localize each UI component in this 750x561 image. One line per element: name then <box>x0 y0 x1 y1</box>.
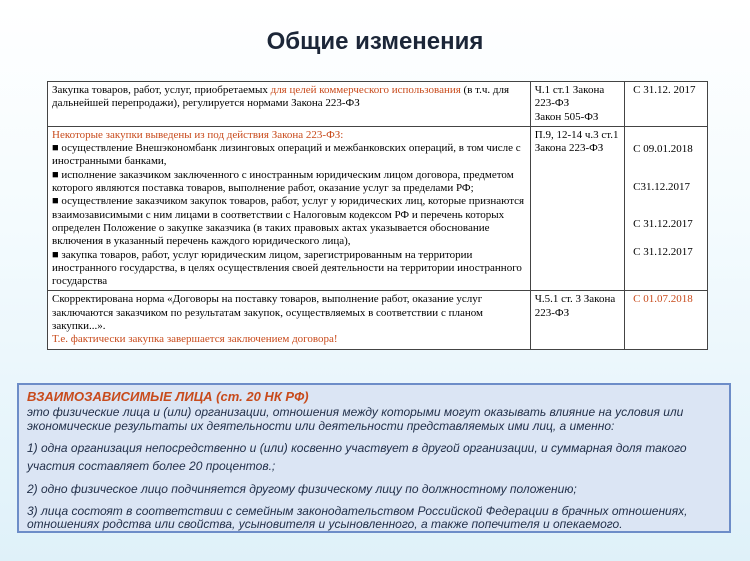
row1-reference <box>530 82 624 127</box>
row3-reference: Ч.5.1 ст. 3 Закона 223-ФЗ <box>530 291 624 349</box>
row1-text-highlight: для целей коммерческого использования <box>270 84 461 96</box>
interdependent-persons-box <box>17 383 731 533</box>
row3-text: Скорректирована норма «Договоры на поставку товаров, выполнение работ, оказание услуг заключаются заказчиком по результатам закупок, осуществляемых в соответствии с планом закупки...». <box>52 293 483 333</box>
changes-table <box>47 81 708 350</box>
date-value: С 09.01.2018 <box>633 142 693 155</box>
box-intro: это физические лица и (или) организации, отношения между которыми могут оказывать влияние на условия или экономические результаты их деятельности или деятельности представляемых ими лиц, а именно: <box>27 405 684 433</box>
box-item: 3) лица состоят в соответствии с семейным законодательством Российской Федерации в брачных отношениях, отношениях родства или свойства, усыновителя и усыновленного, а также попечителя и опекаемого. <box>27 503 688 531</box>
table-row <box>48 291 708 349</box>
row1-reference-line: Закон 505-ФЗ <box>534 110 599 123</box>
row2-dates <box>625 126 708 291</box>
row3-description <box>48 291 531 349</box>
row1-reference-line: Ч.1 ст.1 Закона 223-ФЗ <box>534 84 605 110</box>
row3-highlight: Т.е. фактически закупка завершается заключением договора! <box>52 333 338 346</box>
box-item: 2) одно физическое лицо подчиняется другому физическому лицу по должностному положению; <box>27 482 577 496</box>
list-item: ■ осуществление заказчиком закупок товаров, работ, услуг у юридических лиц, которые признаются взаимозависимыми с ним лицами в соответствии с Налоговым кодексом РФ и перечень которых определен Положение о закупке заказчика (в таких правовых актах указывается обоснование включения в указанный перечень каждого юридического лица), <box>52 195 525 248</box>
date-value: С 31.12.2017 <box>633 245 693 258</box>
page-title: Общие изменения <box>266 28 484 55</box>
table-row <box>48 82 708 127</box>
date-value: С31.12.2017 <box>633 181 690 194</box>
box-title: ВЗАИМОЗАВИСИМЫЕ ЛИЦА (ст. 20 НК РФ) <box>27 389 309 404</box>
table-row <box>48 126 708 291</box>
list-item: ■ исполнение заказчиком заключенного с иностранным юридическим лицом договора, предметом которого являются поставка товаров, выполнение работ, оказание услуг за пределами РФ; <box>52 168 514 195</box>
row2-description <box>48 126 531 291</box>
row3-date: С 01.07.2018 <box>625 291 708 349</box>
box-item: 1) одна организация непосредственно и (или) косвенно участвует в другой организации, и суммарная доля такого участия составляет более 20 процентов.; <box>27 441 687 473</box>
row2-heading: Некоторые закупки выведены из под действия Закона 223-ФЗ: <box>52 128 344 141</box>
date-value: С 31.12.2017 <box>633 218 693 231</box>
list-item: ■ закупка товаров, работ, услуг юридическим лицом, зарегистрированным на территории иностранного государства, в целях осуществления своей деятельности на территории иностранного государства <box>52 248 522 288</box>
row1-date: С 31.12. 2017 <box>625 82 708 127</box>
row2-reference: П.9, 12-14 ч.3 ст.1 Закона 223-ФЗ <box>530 126 624 291</box>
row1-description <box>48 82 531 127</box>
row1-text-c: (в т.ч. для дальнейшей перепродажи), регулируется нормами Закона 223-ФЗ <box>52 84 510 110</box>
list-item: ■ осуществление Внешэкономбанк лизинговых операций и межбанковских операций, в том числе с иностранными банками, <box>52 142 521 168</box>
row1-text-a: Закупка товаров, работ, услуг, приобретаемых <box>52 84 271 96</box>
